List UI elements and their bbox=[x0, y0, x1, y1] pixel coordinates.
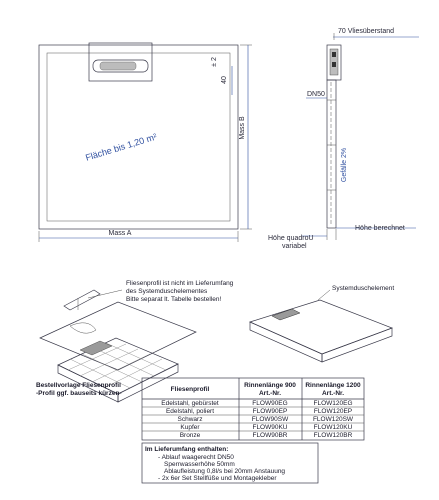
table-header-1200: Rinnenlänge 1200 bbox=[305, 382, 361, 389]
table-header-profile: Fliesenprofil bbox=[170, 386, 210, 393]
table-cell: Bronze bbox=[179, 432, 201, 439]
section-view bbox=[268, 28, 419, 250]
plan-view bbox=[39, 43, 252, 242]
fleece-sheet bbox=[40, 302, 196, 370]
table-cell: FLOW90EP bbox=[252, 408, 288, 415]
scope-item-3: Ablaufleistung 0,8l/s bei 20mm Anstauung bbox=[164, 468, 286, 475]
table-cell: Schwarz bbox=[177, 416, 203, 423]
note-line-1: Fliesenprofil ist nicht im Lieferumfang bbox=[126, 280, 234, 287]
slope-label: Gefälle 2% bbox=[341, 147, 348, 183]
order-title-1: Bestellvorlage Fliesenprofil bbox=[36, 382, 121, 389]
drain-grate bbox=[100, 62, 136, 70]
height-quadrou-label: Höhe quadroU bbox=[268, 235, 314, 242]
order-title-2: -Profil ggf. bauseits kürzen- bbox=[36, 390, 122, 397]
table-header-900: Rinnenlänge 900 bbox=[244, 382, 296, 389]
table-cell: FLOW120BR bbox=[313, 432, 353, 439]
table-cell: FLOW120SW bbox=[312, 416, 354, 423]
table-cell: Kupfer bbox=[180, 424, 200, 431]
table-cell: FLOW120EG bbox=[313, 400, 353, 407]
dim-pm2-label: ± 2 bbox=[211, 57, 218, 67]
note-line-3: Bitte separat lt. Tabelle bestellen! bbox=[126, 296, 222, 303]
table-cell: FLOW120EP bbox=[313, 408, 353, 415]
system-element-label: Systemduschelement bbox=[332, 285, 395, 292]
dn50-label: DN50 bbox=[307, 91, 325, 98]
table-subheader-1200: Art.-Nr. bbox=[321, 390, 345, 397]
table-cell: FLOW90BR bbox=[252, 432, 288, 439]
note-line-2: des Systemduschelementes bbox=[126, 288, 208, 295]
area-label: Fläche bis 1,20 m² bbox=[84, 131, 158, 163]
order-table bbox=[142, 378, 364, 440]
dim-40-label: 40 bbox=[221, 76, 228, 84]
table-subheader-900: Art.-Nr. bbox=[258, 390, 282, 397]
table-cell: Edelstahl, poliert bbox=[165, 408, 215, 415]
tile-profile bbox=[64, 290, 100, 310]
table-cell: FLOW90KU bbox=[252, 424, 288, 431]
table-cell: Edelstahl, gebürstet bbox=[161, 400, 219, 407]
height-calculated-label: Höhe berechnet bbox=[355, 225, 405, 232]
tray-section bbox=[327, 80, 336, 228]
table-cell: FLOW120KU bbox=[313, 424, 353, 431]
table-cell: FLOW90EG bbox=[252, 400, 288, 407]
scope-box bbox=[142, 443, 318, 483]
scope-item-4: - 2x 6er Set Stellfüße und Montagekleber bbox=[158, 475, 277, 482]
variable-label: variabel bbox=[282, 243, 307, 250]
table-cell: FLOW90SW bbox=[251, 416, 289, 423]
assembled-top bbox=[250, 300, 392, 354]
scope-item-1: - Ablauf waagerecht DN50 bbox=[158, 454, 234, 461]
isometric-assembled-view bbox=[250, 290, 392, 362]
scope-title: Im Lieferumfang enthalten: bbox=[145, 446, 229, 453]
scope-item-2: Sperrwasserhöhe 50mm bbox=[164, 461, 235, 468]
mass-a-label: Mass A bbox=[108, 230, 132, 237]
fleece-overhang-label: 70 Vliesüberstand bbox=[338, 28, 395, 35]
mass-b-label: Mass B bbox=[239, 116, 246, 140]
